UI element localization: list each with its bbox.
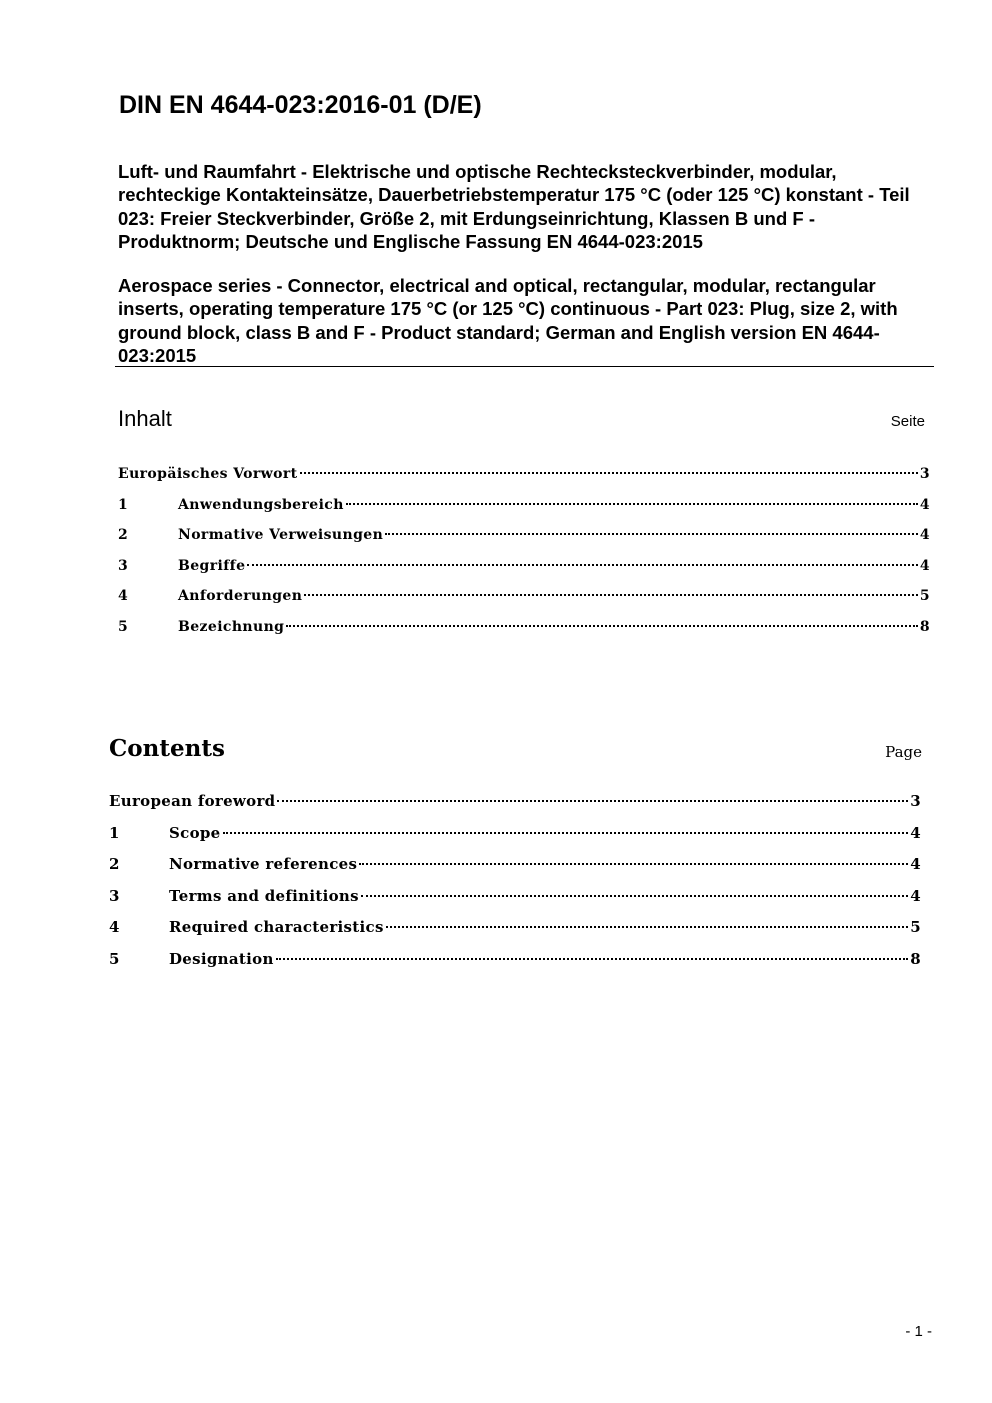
toc-entry-page: 4 <box>919 557 930 574</box>
toc-english-heading: Contents <box>109 735 225 762</box>
toc-entry-number: 4 <box>118 588 129 604</box>
toc-entry-page: 3 <box>910 792 921 810</box>
toc-entry-page: 3 <box>919 466 930 482</box>
toc-english-entry[interactable] <box>109 853 921 885</box>
toc-english-entry[interactable] <box>109 916 921 948</box>
toc-entry-page: 8 <box>919 618 930 635</box>
toc-entry-page: 5 <box>919 588 930 604</box>
toc-german-entry[interactable] <box>118 555 930 586</box>
toc-entry-title: Bezeichnung <box>178 618 285 635</box>
toc-dot-leader <box>300 472 918 474</box>
toc-german-entry[interactable] <box>118 585 930 616</box>
toc-german-entry[interactable] <box>118 494 930 525</box>
document-id: DIN EN 4644-023:2016-01 (D/E) <box>119 91 482 119</box>
toc-entry-number: 5 <box>118 618 129 635</box>
toc-german-list <box>118 463 930 646</box>
toc-entry-title: Normative references <box>169 855 358 873</box>
toc-english-page-label: Page <box>885 743 922 761</box>
title-german: Luft- und Raumfahrt - Elektrische und optische Rechtecksteckverbinder, modular, rechteckige Kontakteinsätze, Dauerbetriebstemperatur 175 °C (oder 125 °C) konstant - Teil 023: Freier Steckverbinder, Größe 2, mit Erdungseinrichtung, Klassen B und F - Produktnorm; Deutsche und Englische Fassung EN 4644-023:2015 <box>118 161 910 252</box>
toc-entry-title: Designation <box>169 949 274 968</box>
toc-dot-leader <box>346 503 918 505</box>
toc-entry-title: Normative Verweisungen <box>178 527 384 543</box>
toc-entry-title: Required characteristics <box>169 918 384 936</box>
toc-german-page-label: Seite <box>890 413 925 430</box>
toc-entry-title: European foreword <box>109 792 276 810</box>
toc-entry-page: 4 <box>910 886 921 905</box>
toc-dot-leader <box>276 958 909 960</box>
toc-dot-leader <box>385 533 918 535</box>
toc-german-heading: Inhalt <box>118 406 172 431</box>
toc-entry-title: Anforderungen <box>178 588 303 604</box>
toc-english-entry[interactable] <box>109 790 921 822</box>
toc-german-entry[interactable] <box>118 463 930 494</box>
toc-entry-number: 3 <box>109 886 120 905</box>
toc-dot-leader <box>247 564 917 566</box>
page-number: - 1 - <box>905 1323 932 1340</box>
toc-entry-number: 2 <box>109 855 120 873</box>
toc-entry-number: 5 <box>109 949 120 968</box>
toc-entry-title: Begriffe <box>178 557 246 574</box>
toc-entry-page: 4 <box>910 823 921 842</box>
toc-dot-leader <box>359 863 908 865</box>
title-divider <box>115 366 934 367</box>
toc-english-entry[interactable] <box>109 885 921 917</box>
toc-entry-title: Scope <box>169 823 221 842</box>
toc-english-entry[interactable] <box>109 822 921 854</box>
toc-dot-leader <box>286 625 917 627</box>
toc-entry-page: 5 <box>910 918 921 936</box>
toc-entry-title: Terms and definitions <box>169 886 359 905</box>
toc-entry-title: Anwendungsbereich <box>178 496 344 513</box>
toc-german-entry[interactable] <box>118 616 930 647</box>
toc-entry-number: 3 <box>118 557 129 574</box>
toc-german-entry[interactable] <box>118 524 930 555</box>
toc-english-list <box>109 790 921 979</box>
toc-entry-number: 2 <box>118 527 129 543</box>
toc-dot-leader <box>304 594 918 596</box>
toc-entry-number: 1 <box>109 823 120 842</box>
toc-english-entry[interactable] <box>109 948 921 980</box>
toc-entry-number: 1 <box>118 496 129 513</box>
toc-entry-number: 4 <box>109 918 120 936</box>
toc-dot-leader <box>386 926 909 928</box>
toc-entry-page: 4 <box>919 496 930 513</box>
toc-dot-leader <box>223 832 909 834</box>
toc-entry-title: Europäisches Vorwort <box>118 466 298 482</box>
toc-entry-page: 8 <box>910 949 921 968</box>
toc-dot-leader <box>277 800 908 802</box>
toc-entry-page: 4 <box>919 527 930 543</box>
toc-dot-leader <box>361 895 908 897</box>
toc-entry-page: 4 <box>910 855 921 873</box>
title-english: Aerospace series - Connector, electrical and optical, rectangular, modular, rectangular inserts, operating temperature 175 °C (or 125 °C) continuous - Part 023: Plug, size 2, with ground block, class B and F - Product standard; German and English version EN 4644-023:2015 <box>118 275 898 366</box>
